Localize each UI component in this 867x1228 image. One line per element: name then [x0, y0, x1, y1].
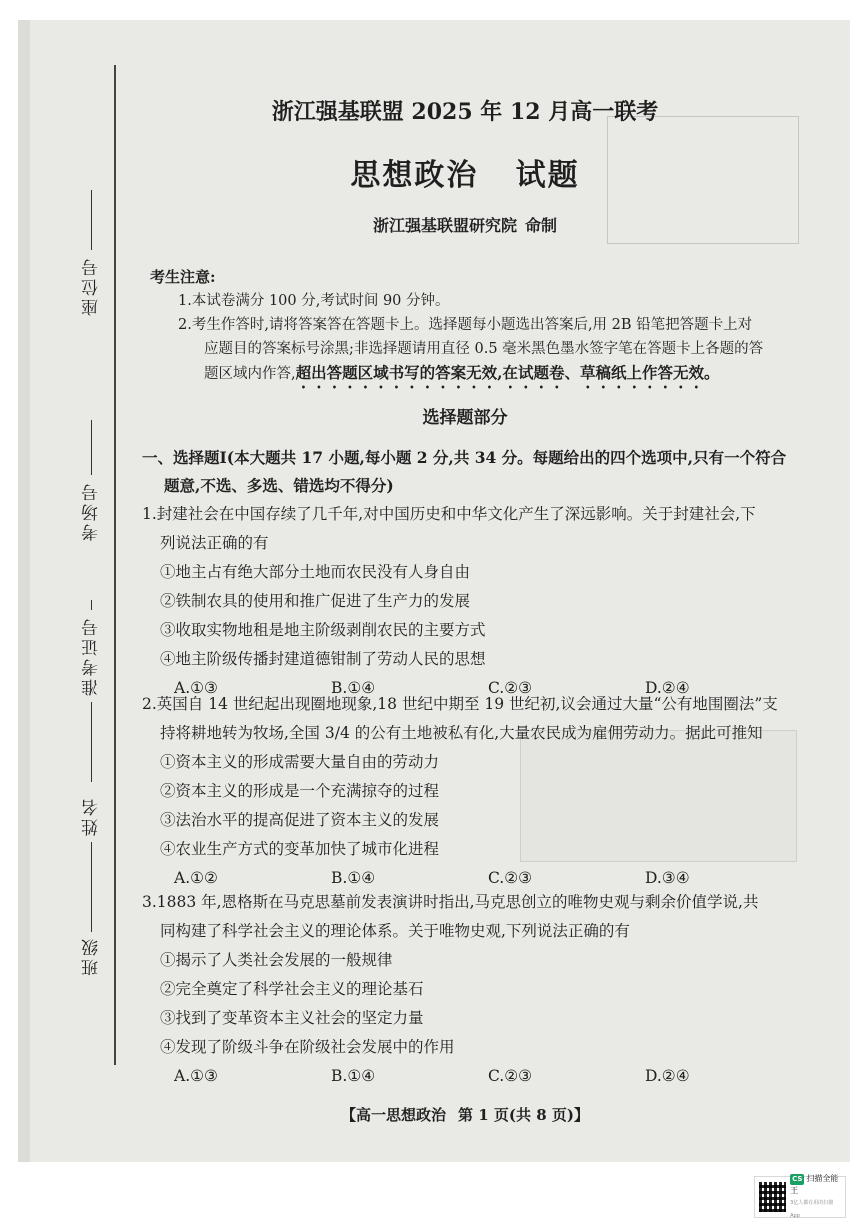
- choice-b[interactable]: B.①④: [331, 679, 376, 697]
- page-footer: [140, 1104, 790, 1125]
- question-option: ③法治水平的提高促进了资本主义的发展: [160, 811, 440, 829]
- question-option: ③收取实物地租是地主阶级剥削农民的主要方式: [160, 621, 486, 639]
- question-1: [142, 500, 807, 703]
- notice-item-2-end: [150, 361, 780, 392]
- scanner-brand-name: 扫描全能王: [790, 1173, 839, 1195]
- scanned-page: [18, 20, 850, 1162]
- choice-b[interactable]: B.①④: [331, 869, 376, 887]
- name-blank[interactable]: [91, 842, 92, 932]
- choice-c[interactable]: C.②③: [488, 679, 533, 697]
- choice-a[interactable]: A.①③: [174, 1067, 218, 1085]
- seat-number-field[interactable]: [76, 190, 106, 322]
- footer-course: 【高一思想政治: [341, 1106, 447, 1124]
- question-stem-line2: 列说法正确的有: [160, 534, 269, 552]
- author-role: 命制: [525, 216, 558, 235]
- section-heading: [142, 444, 807, 500]
- name-field[interactable]: [76, 790, 106, 932]
- choice-d[interactable]: D.②④: [645, 679, 690, 697]
- class-label: 班级: [81, 936, 102, 976]
- question-stem-line1: 2.英国自 14 世纪起出现圈地现象,18 世纪中期至 19 世纪初,议会通过大量“公有地围圈法”支: [142, 695, 778, 713]
- question-2: [142, 690, 807, 893]
- qr-code-icon: [759, 1182, 786, 1212]
- question-option: ①揭示了人类社会发展的一般规律: [160, 951, 393, 969]
- question-option: ②完全奠定了科学社会主义的理论基石: [160, 980, 424, 998]
- exam-title: 浙江强基联盟 2025 年 12 月高一联考: [271, 99, 659, 125]
- question-option: ④地主阶级传播封建道德钳制了劳动人民的思想: [160, 650, 486, 668]
- scanner-tagline: 3亿人都在用的扫描App: [790, 1199, 834, 1219]
- author-line: [140, 213, 790, 236]
- answer-choices: [142, 1062, 807, 1091]
- choice-d[interactable]: D.②④: [645, 1067, 690, 1085]
- question-option: ②铁制农具的使用和推广促进了生产力的发展: [160, 592, 471, 610]
- choice-b[interactable]: B.①④: [331, 1067, 376, 1085]
- question-stem-line2: 持将耕地转为牧场,全国 3/4 的公有土地被私有化,大量农民成为雇佣劳动力。据此可推知: [160, 724, 763, 742]
- question-stem-line1: 1.封建社会在中国存续了几千年,对中国历史和中华文化产生了深远影响。关于封建社会,下: [142, 505, 756, 523]
- section-heading-line2: 题意,不选、多选、错选均不得分): [164, 476, 394, 495]
- notice-item-2-cont: 应题目的答案标号涂黑;非选择题请用直径 0.5 毫米黑色墨水签字笔在答题卡上各题的答: [204, 341, 764, 357]
- admission-number-label: 准考证号: [81, 616, 102, 696]
- question-stem-line2: 同构建了科学社会主义的理论体系。关于唯物史观,下列说法正确的有: [160, 922, 630, 940]
- scanner-brand: [790, 1173, 841, 1222]
- footer-page: 第 1 页(共 8 页)】: [458, 1106, 589, 1124]
- class-field[interactable]: [76, 930, 106, 982]
- question-stem: [142, 690, 807, 748]
- paper-edge: [18, 20, 30, 1162]
- notice-emphasis: 超出答题区域书写的答案无效,在试题卷、草稿纸上作答无效。: [295, 363, 720, 382]
- subject-title: [140, 150, 790, 194]
- choice-d[interactable]: D.③④: [645, 869, 690, 887]
- admission-number-rule: [91, 702, 92, 782]
- section-heading-line1: 一、选择题Ⅰ(本大题共 17 小题,每小题 2 分,共 34 分。每题给出的四个选项中,只有一个符合: [142, 448, 787, 467]
- question-stem-line1: 3.1883 年,恩格斯在马克思墓前发表演讲时指出,马克思创立的唯物史观与剩余价值学说,共: [142, 893, 759, 911]
- exam-notice: [150, 265, 780, 392]
- notice-item-2-tail: 题区域内作答,: [204, 366, 296, 382]
- name-label: 姓名: [81, 796, 102, 836]
- question-option: ②资本主义的形成是一个充满掠夺的过程: [160, 782, 440, 800]
- choice-a[interactable]: A.①②: [174, 869, 218, 887]
- subject-name: 思想政治: [350, 158, 479, 193]
- seat-number-label: 座位号: [81, 256, 102, 316]
- notice-item-2: 2.考生作答时,请将答案答在答题卡上。选择题每小题选出答案后,用 2B 铅笔把答题卡上对: [178, 317, 753, 333]
- choice-a[interactable]: A.①③: [174, 679, 218, 697]
- seat-number-blank[interactable]: [91, 190, 92, 250]
- question-option: ④农业生产方式的变革加快了城市化进程: [160, 840, 440, 858]
- admission-number-blank[interactable]: [91, 600, 92, 610]
- choice-c[interactable]: C.②③: [488, 869, 533, 887]
- question-option: ④发现了阶级斗争在阶级社会发展中的作用: [160, 1038, 455, 1056]
- admission-number-field[interactable]: [76, 600, 106, 782]
- question-stem: [142, 500, 807, 558]
- question-stem: [142, 888, 807, 946]
- question-3: [142, 888, 807, 1091]
- question-option: ①地主占有绝大部分土地而农民没有人身自由: [160, 563, 471, 581]
- section-title: 选择题部分: [422, 408, 508, 428]
- question-option: ③找到了变革资本主义社会的坚定力量: [160, 1009, 424, 1027]
- notice-title: 考生注意:: [150, 268, 216, 286]
- scanner-watermark[interactable]: [754, 1173, 846, 1219]
- author-org: 浙江强基联盟研究院: [372, 216, 517, 235]
- exam-room-blank[interactable]: [91, 420, 92, 475]
- exam-room-label: 考场号: [81, 481, 102, 541]
- notice-item-1: 1.本试卷满分 100 分,考试时间 90 分钟。: [178, 293, 450, 309]
- choice-c[interactable]: C.②③: [488, 1067, 533, 1085]
- question-option: ①资本主义的形成需要大量自由的劳动力: [160, 753, 440, 771]
- subject-suffix: 试题: [515, 158, 580, 193]
- cs-logo-icon: CS: [792, 1174, 803, 1183]
- binding-line: [114, 65, 116, 1065]
- exam-room-field[interactable]: [76, 420, 106, 547]
